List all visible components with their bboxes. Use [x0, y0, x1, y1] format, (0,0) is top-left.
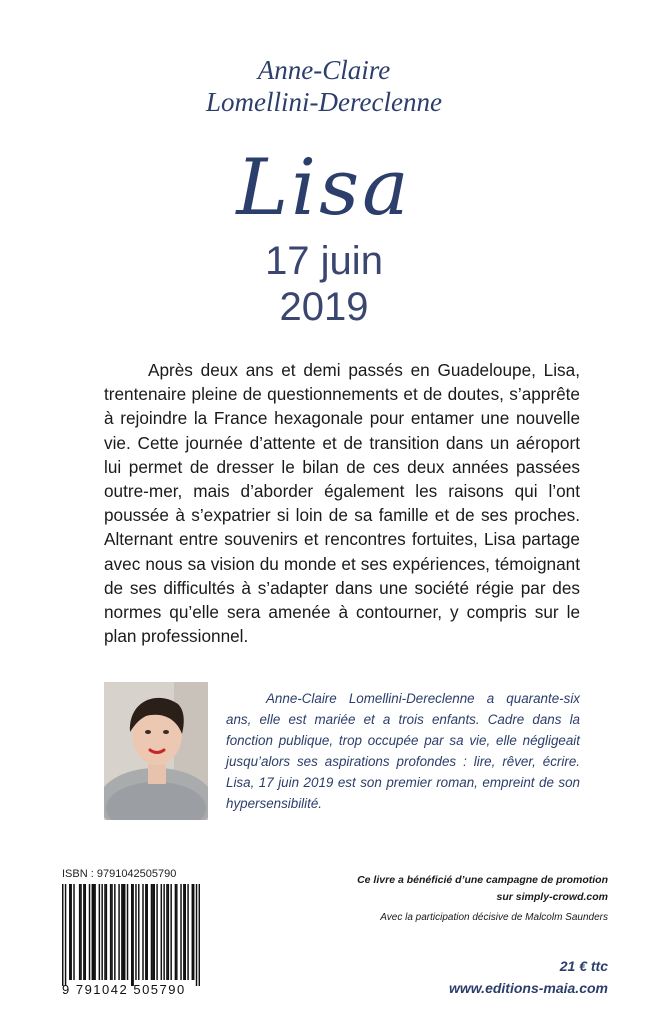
barcode-bar [127, 884, 128, 980]
barcode-bar [156, 884, 157, 980]
barcode-bar [123, 884, 124, 980]
barcode-bar [94, 884, 95, 980]
barcode-bar [175, 884, 176, 980]
barcode-bar [170, 884, 171, 980]
barcode-bar [89, 884, 90, 980]
subtitle-year: 2019 [279, 285, 369, 329]
barcode-bar [62, 884, 63, 986]
barcode-bar [65, 884, 66, 986]
barcode-bar [99, 884, 100, 980]
barcode-icon [62, 884, 200, 986]
barcode-bar [138, 884, 139, 980]
barcode-bar [118, 884, 119, 980]
price: 21 € ttc [559, 958, 608, 974]
barcode-bar [110, 884, 111, 980]
isbn-label: ISBN : 9791042505790 [62, 868, 177, 880]
barcode-bar [196, 884, 197, 986]
author-portrait-image [104, 682, 208, 820]
publisher-website: www.editions-maia.com [449, 980, 608, 996]
book-blurb: Après deux ans et demi passés en Guadeloupe, Lisa, trentenaire pleine de questionnements et de doutes, s’apprête à rejoindre la France hexagonale pour entamer une nouvelle vie. Cette journée d’attente et de transition dans un aéroport lui permet de dresser le bilan de ces deux années passées outre-mer, mais d’aborder également les raisons qui l’ont poussée à s’expatrier si loin de sa famille et de ses proches. Alternant entre souvenirs et rencontres fortuites, Lisa partage avec nous sa vision du monde et ses expériences, témoignant de ses difficultés à s’adapter dans une société régie par des normes qu’elle sera amenée à contourner, y compris sur le plan professionnel. [104, 360, 580, 647]
barcode-bar [145, 884, 146, 980]
barcode-bar [168, 884, 169, 980]
book-subtitle [0, 238, 648, 330]
barcode-bar [124, 884, 125, 980]
barcode-bar [80, 884, 81, 980]
barcode-bar [183, 884, 184, 980]
barcode-bar [73, 884, 74, 980]
barcode-bar [185, 884, 186, 980]
barcode-bar [163, 884, 164, 980]
author-last-name: Lomellini-Dereclenne [206, 87, 442, 117]
subtitle-date: 17 juin [265, 239, 383, 283]
book-title: Lisa [236, 143, 412, 233]
barcode-bar [180, 884, 181, 980]
barcode-bar [131, 884, 132, 986]
barcode-bar [93, 884, 94, 980]
barcode-bar [83, 884, 84, 980]
barcode-bar [146, 884, 147, 980]
author-first-name: Anne-Claire [257, 55, 391, 85]
promo-note [328, 872, 608, 906]
barcode-bar [176, 884, 177, 980]
barcode-bar [92, 884, 93, 980]
barcode-bar [166, 884, 167, 980]
barcode-bar [161, 884, 162, 980]
participation-note: Avec la participation décisive de Malcolm Saunders [380, 912, 608, 923]
barcode-bar [79, 884, 80, 980]
barcode-bar [69, 884, 70, 980]
barcode-bar [101, 884, 102, 980]
barcode-bar [85, 884, 86, 980]
barcode-bar [187, 884, 188, 980]
author-bio: Anne-Claire Lomellini-Dereclenne a quarante-six ans, elle est mariée et a trois enfants. Cadre dans la fonction publique, trop occupée par sa vie, elle négligeait jusqu’alors ses aspirations profondes : lire, rêver, écrire. Lisa, 17 juin 2019 est son premier roman, empreint de son hypersensibilité. [226, 691, 580, 811]
barcode-bar [106, 884, 107, 980]
barcode-bar [132, 884, 133, 986]
author-name [0, 54, 648, 118]
barcode-bar [111, 884, 112, 980]
barcode-bar [193, 884, 194, 980]
barcode-bar [154, 884, 155, 980]
barcode-bar [114, 884, 115, 980]
barcode-bar [104, 884, 105, 980]
barcode-bar [192, 884, 193, 980]
promo-line-1: Ce livre a bénéficié d’une campagne de promotion [357, 874, 608, 886]
promo-line-2: sur simply-crowd.com [496, 891, 608, 903]
barcode-bar [70, 884, 71, 980]
barcode-bar [121, 884, 122, 980]
author-photo [104, 682, 208, 820]
barcode-bar [135, 884, 136, 980]
barcode-digits: 9 791042 505790 [62, 982, 186, 997]
barcode-bar [151, 884, 152, 980]
barcode-bar [199, 884, 200, 986]
barcode-bar [142, 884, 143, 980]
barcode-bar [152, 884, 153, 980]
